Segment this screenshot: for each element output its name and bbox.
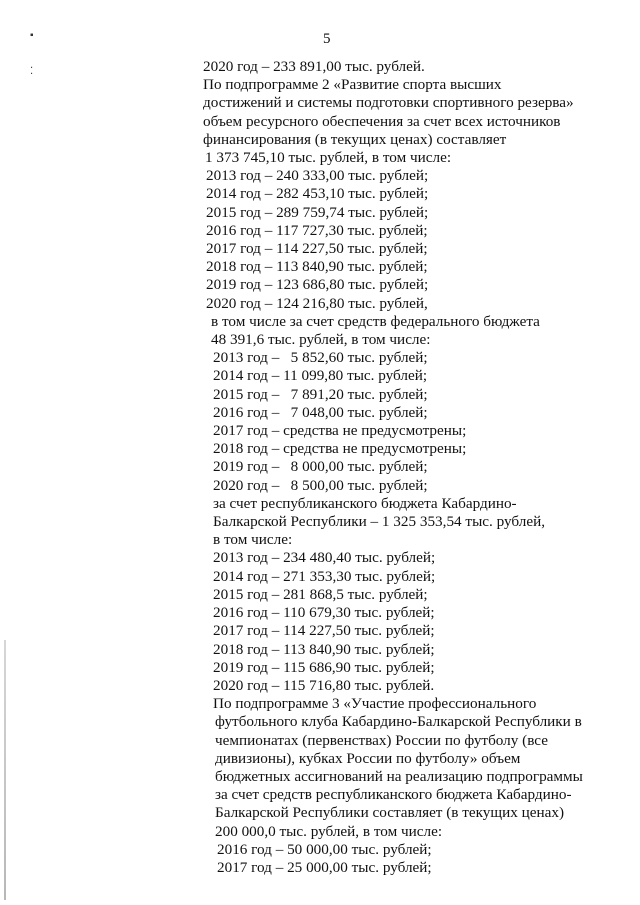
text-line: 2013 год – 234 480,40 тыс. рублей; (213, 549, 436, 567)
text-line: 2015 год – 281 868,5 тыс. рублей; (213, 585, 428, 603)
text-line: объем ресурсного обеспечения за счет всех источников (203, 112, 561, 130)
text-line: 2018 год – 113 840,90 тыс. рублей; (206, 258, 428, 276)
text-line: 2020 год – 8 500,00 тыс. рублей; (213, 476, 428, 494)
text-line: финансирования (в текущих ценах) составляет (203, 130, 507, 148)
text-line: 2017 год – 114 227,50 тыс. рублей; (213, 622, 435, 640)
text-line: бюджетных ассигнований на реализацию подпрограммы (215, 767, 583, 785)
text-line: По подпрограмме 3 «Участие профессионального (213, 695, 537, 713)
text-line: 1 373 745,10 тыс. рублей, в том числе: (205, 149, 452, 167)
text-line: 48 391,6 тыс. рублей, в том числе: (211, 331, 431, 349)
text-line: 2018 год – 113 840,90 тыс. рублей; (213, 640, 435, 658)
text-line: 2019 год – 115 686,90 тыс. рублей; (213, 658, 435, 676)
text-line: 2016 год – 117 727,30 тыс. рублей; (206, 221, 428, 239)
text-line: 2019 год – 8 000,00 тыс. рублей; (213, 458, 428, 476)
text-line: 2013 год – 240 333,00 тыс. рублей; (206, 167, 429, 185)
text-line: Балкарской Республики – 1 325 353,54 тыс. рублей, (213, 513, 545, 531)
text-line: Балкарской Республики составляет (в текущих ценах) (215, 804, 565, 822)
text-line: 2017 год – 114 227,50 тыс. рублей; (206, 240, 428, 258)
text-line: 2018 год – средства не предусмотрены; (213, 440, 467, 458)
text-line: 2014 год – 11 099,80 тыс. рублей; (213, 367, 428, 385)
page-number: 5 (323, 31, 331, 47)
text-line: 2016 год – 50 000,00 тыс. рублей; (217, 840, 432, 858)
text-line: 2020 год – 115 716,80 тыс. рублей. (213, 676, 435, 694)
text-line: достижений и системы подготовки спортивного резерва» (203, 94, 574, 112)
text-line: 2015 год – 7 891,20 тыс. рублей; (213, 385, 428, 403)
text-line: за счет республиканского бюджета Кабардино- (213, 494, 517, 512)
text-line: 2015 год – 289 759,74 тыс. рублей; (206, 203, 429, 221)
text-line: 2020 год – 233 891,00 тыс. рублей. (203, 58, 425, 75)
text-line: футбольного клуба Кабардино-Балкарской Республики в (215, 713, 582, 731)
text-line: 2014 год – 271 353,30 тыс. рублей; (213, 567, 436, 585)
text-line: чемпионатах (первенствах) России по футболу (все (215, 731, 548, 749)
text-line: 2016 год – 110 679,30 тыс. рублей; (213, 604, 435, 622)
scan-mark-second: ⁚ (30, 66, 34, 77)
text-line: 2013 год – 5 852,60 тыс. рублей; (213, 349, 428, 367)
text-line: 2017 год – 25 000,00 тыс. рублей; (217, 858, 432, 876)
text-line: По подпрограмме 2 «Развитие спорта высших (203, 76, 502, 94)
text-line: за счет средств республиканского бюджета Кабардино- (215, 786, 572, 804)
text-line: дивизионы), кубках России по футболу» объем (215, 749, 521, 767)
scan-edge-shadow (4, 640, 6, 900)
text-line: в том числе: (213, 531, 293, 549)
text-line: 2016 год – 7 048,00 тыс. рублей; (213, 403, 428, 421)
text-line: 2014 год – 282 453,10 тыс. рублей; (206, 185, 429, 203)
text-line: в том числе за счет средств федерального бюджета (211, 312, 540, 330)
scan-mark-top: ▪ (30, 30, 34, 41)
text-line: 2019 год – 123 686,80 тыс. рублей; (206, 276, 429, 294)
document-body (203, 58, 623, 877)
text-line: 2017 год – средства не предусмотрены; (213, 422, 467, 440)
text-line: 200 000,0 тыс. рублей, в том числе: (215, 822, 443, 840)
text-line: 2020 год – 124 216,80 тыс. рублей, (206, 294, 428, 312)
